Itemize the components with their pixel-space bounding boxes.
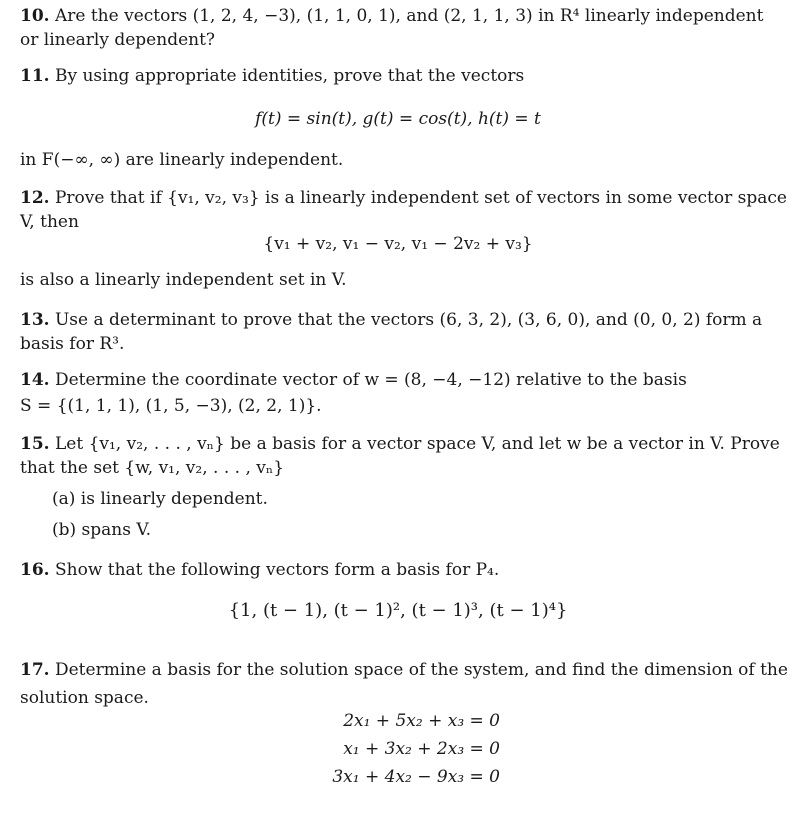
problem-13 — [20, 308, 776, 332]
problem-text: Determine the coordinate vector of w = (8, −4, −12) relative to the basis — [54, 370, 687, 390]
problem-text: Use a determinant to prove that the vectors (6, 3, 2), (3, 6, 0), and (0, 0, 2) form a — [54, 310, 763, 330]
problem-number: 17. — [20, 660, 50, 680]
problem-number: 16. — [20, 560, 50, 580]
problem-number: 15. — [20, 434, 50, 454]
problem-17 — [20, 658, 788, 682]
system-equation-1: 2x₁ + 5x₂ + x₃ = 0 — [343, 711, 500, 731]
problem-number: 14. — [20, 370, 50, 390]
problem-16-equation: {1, (t − 1), (t − 1)², (t − 1)³, (t − 1)⁴} — [228, 600, 568, 621]
problem-17-continued: solution space. — [20, 688, 149, 708]
problem-number: 11. — [20, 66, 50, 86]
problem-number: 10. — [20, 6, 50, 26]
problem-13-continued: basis for R³. — [20, 334, 125, 354]
problem-number: 12. — [20, 188, 50, 208]
problem-10-continued: or linearly dependent? — [20, 30, 216, 50]
problem-text: Prove that if {v₁, v₂, v₃} is a linearly independent set of vectors in some vector space — [54, 188, 787, 208]
problem-14-basis: S = {(1, 1, 1), (1, 5, −3), (2, 2, 1)}. — [20, 396, 322, 416]
problem-text: Show that the following vectors form a basis for P₄. — [54, 560, 500, 580]
problem-12 — [20, 186, 787, 210]
problem-text: Are the vectors (1, 2, 4, −3), (1, 1, 0, 1), and (2, 1, 1, 3) in R⁴ linearly independent — [54, 6, 764, 26]
problem-15-part-b: (b) spans V. — [52, 520, 152, 540]
problem-10 — [20, 4, 776, 28]
problem-15-continued: that the set {w, v₁, v₂, . . . , vₙ} — [20, 458, 285, 478]
problem-12-continued: V, then — [20, 212, 79, 232]
problem-11-equation: f(t) = sin(t), g(t) = cos(t), h(t) = t — [255, 109, 541, 129]
problem-16 — [20, 558, 776, 582]
problem-text: Let {v₁, v₂, . . . , vₙ} be a basis for a vector space V, and let w be a vector in V. Prove — [54, 434, 780, 454]
problem-11 — [20, 64, 776, 88]
system-equation-2: x₁ + 3x₂ + 2x₃ = 0 — [343, 739, 500, 759]
problem-text: By using appropriate identities, prove that the vectors — [54, 66, 525, 86]
problem-15-part-a: (a) is linearly dependent. — [52, 489, 268, 509]
problem-11-continued: in F(−∞, ∞) are linearly independent. — [20, 150, 344, 170]
problem-15 — [20, 432, 780, 456]
system-equation-3: 3x₁ + 4x₂ − 9x₃ = 0 — [332, 767, 500, 787]
problem-12-equation: {v₁ + v₂, v₁ − v₂, v₁ − 2v₂ + v₃} — [263, 234, 533, 254]
problem-number: 13. — [20, 310, 50, 330]
problem-12-conclusion: is also a linearly independent set in V. — [20, 270, 347, 290]
problem-14 — [20, 368, 776, 392]
problem-text: Determine a basis for the solution space of the system, and find the dimension of the — [54, 660, 788, 680]
